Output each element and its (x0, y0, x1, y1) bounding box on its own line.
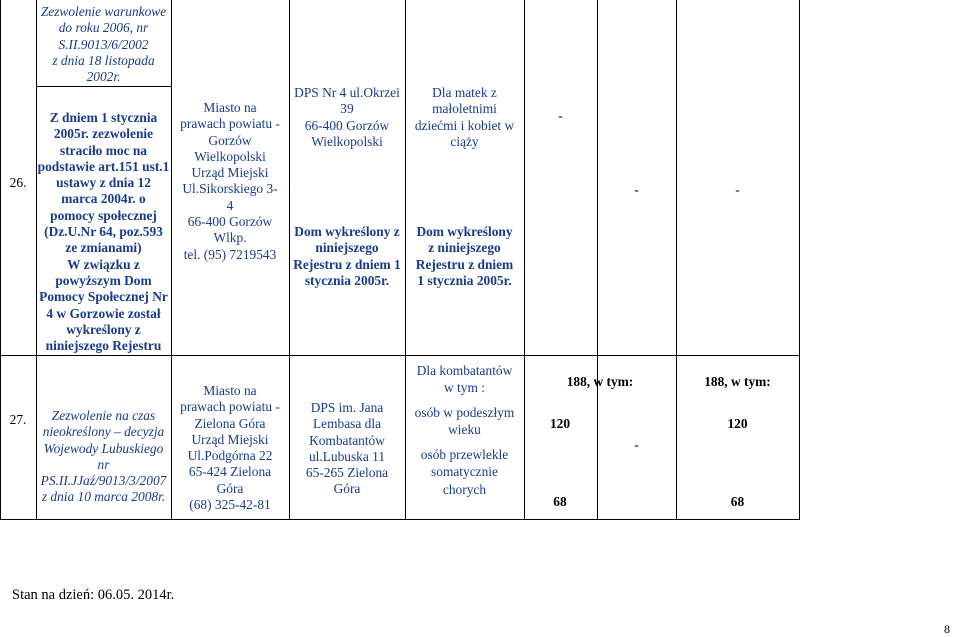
dash-value: - (634, 182, 639, 197)
text-line: 2002r. (86, 69, 121, 85)
text-line: DPS Nr 4 ul.Okrzei (294, 85, 400, 100)
status-text (36, 110, 171, 354)
dash-value: - (634, 437, 639, 452)
capacity-value: 120 (549, 416, 571, 431)
text-line: straciło moc na (59, 142, 148, 158)
row-number: 26. (9, 175, 27, 190)
text-line: Zielona Góra (194, 415, 266, 431)
text-line: Rejestru z dniem 1 (293, 256, 401, 272)
text-line: somatycznie (431, 464, 498, 480)
text-line: Zezwolenie na czas (51, 408, 156, 423)
text-line: prawach powiatu - (180, 399, 280, 415)
text-line: osób przewlekle (420, 447, 509, 463)
text-line: stycznia 2005r. (304, 272, 390, 288)
facility-note (289, 224, 405, 289)
text-line: Kombatantów (309, 432, 385, 448)
text-line: ustawy z dnia 12 (56, 175, 151, 191)
facility-text (289, 400, 405, 498)
spacer (405, 397, 524, 404)
text-line: z dnia 10 marca 2008r. (41, 489, 166, 505)
text-line: powyższym Dom (55, 272, 152, 288)
text-line: marca 2004r. o (61, 191, 146, 207)
text-line: z dnia 18 listopada (52, 52, 155, 68)
capacity-value: 120 (727, 416, 748, 431)
text-line: 1 stycznia 2005r. (417, 272, 512, 288)
column-divider (799, 0, 800, 520)
text-line: wieku (448, 421, 481, 437)
capacity-total: 188, w tym: (566, 374, 634, 389)
text-line: Z dniem 1 stycznia (49, 110, 158, 125)
text-line: dziećmi i kobiet w (414, 117, 515, 133)
dash-value: - (558, 108, 563, 123)
facility-text (289, 85, 405, 150)
text-line: ciąży (450, 133, 479, 149)
text-line: 65-424 Zielona (188, 464, 272, 480)
type-text (405, 85, 524, 150)
text-line: 66-400 Gorzów (304, 117, 390, 133)
text-line: małoletnimi (432, 101, 497, 117)
text-line: niniejszego (315, 240, 379, 256)
text-line: ze zmianami) (65, 240, 142, 256)
text-line: Dom wykreślony z (294, 224, 400, 239)
row-number: 27. (9, 412, 27, 427)
text-line: PS.II.JJaź/9013/3/2007 (40, 473, 167, 489)
text-line: (Dz.U.Nr 64, poz.593 (44, 224, 163, 240)
permit-text (36, 4, 171, 85)
capacity-value: 68 (730, 494, 745, 509)
text-line: Miasto na (203, 383, 257, 398)
text-line: Pomocy Społecznej Nr (39, 289, 168, 305)
text-line: 2005r. zezwolenie (53, 126, 154, 142)
operator-text (171, 383, 289, 513)
column-divider (524, 0, 525, 520)
text-line: osób w podeszłym (414, 404, 515, 420)
status-date: Stan na dzień: 06.05. 2014r. (12, 587, 175, 603)
text-line: Lembasa dla (312, 416, 382, 432)
text-line: niniejszego Rejestru (45, 338, 162, 354)
text-line: Ul.Podgórna 22 (187, 448, 273, 464)
text-line: prawach powiatu - (180, 116, 280, 132)
text-line: Wielkopolski (311, 133, 383, 149)
text-line: z niniejszego (428, 240, 501, 256)
page-number: 8 (944, 622, 950, 636)
row-divider (0, 355, 800, 356)
text-line: nieokreślony – decyzja (42, 424, 165, 440)
text-line: W związku z (67, 256, 140, 272)
text-line: tel. (95) 7219543 (183, 246, 277, 262)
text-line: pomocy społecznej (50, 207, 157, 223)
cell-divider (36, 86, 171, 87)
capacity-total: 188, w tym: (704, 374, 771, 389)
permit-text (36, 408, 171, 506)
text-line: 4 (226, 197, 234, 213)
text-line: 66-400 Gorzów (187, 214, 273, 230)
text-line: Urząd Miejski (191, 431, 269, 447)
text-line: wykreślony z (66, 321, 141, 337)
text-line: Zezwolenie warunkowe (40, 4, 167, 19)
text-line: podstawie art.151 ust.1 (37, 158, 170, 174)
text-line: do roku 2006, nr (58, 20, 149, 36)
operator-text (171, 100, 289, 263)
capacity-value: 68 (553, 494, 567, 509)
text-line: Urząd Miejski (191, 165, 269, 181)
text-line: Ul.Sikorskiego 3- (182, 181, 278, 197)
spacer (405, 438, 524, 446)
text-line: DPS im. Jana (310, 400, 384, 415)
text-line: S.II.9013/6/2002 (58, 36, 149, 52)
text-line: Rejestru z dniem (415, 256, 514, 272)
text-line: Wojewody Lubuskiego (43, 440, 164, 456)
table-border-left (0, 0, 1, 520)
text-line: Dla matek z (432, 85, 497, 100)
text-line: nr (97, 456, 110, 472)
text-line: chorych (442, 481, 487, 497)
text-line: (68) 325-42-81 (189, 497, 271, 513)
type-note (405, 224, 524, 289)
text-line: ul.Lubuska 11 (308, 448, 386, 464)
text-line: Wlkp. (213, 230, 247, 246)
text-line: Miasto na (203, 100, 257, 115)
text-line: Dom wykreślony (416, 224, 513, 239)
text-line: Góra (216, 480, 244, 496)
text-line: Góra (333, 481, 361, 497)
table-border-bottom (0, 519, 800, 520)
text-line: Dla kombatantów (416, 363, 513, 378)
text-line: 65-265 Zielona (305, 465, 389, 481)
text-line: 4 w Gorzowie został (46, 305, 161, 321)
dash-value: - (735, 182, 740, 197)
text-line: w tym : (444, 380, 485, 396)
text-line: 39 (340, 101, 354, 117)
column-divider (676, 0, 677, 520)
text-line: Wielkopolski (194, 148, 266, 164)
text-line: Gorzów (208, 132, 252, 148)
